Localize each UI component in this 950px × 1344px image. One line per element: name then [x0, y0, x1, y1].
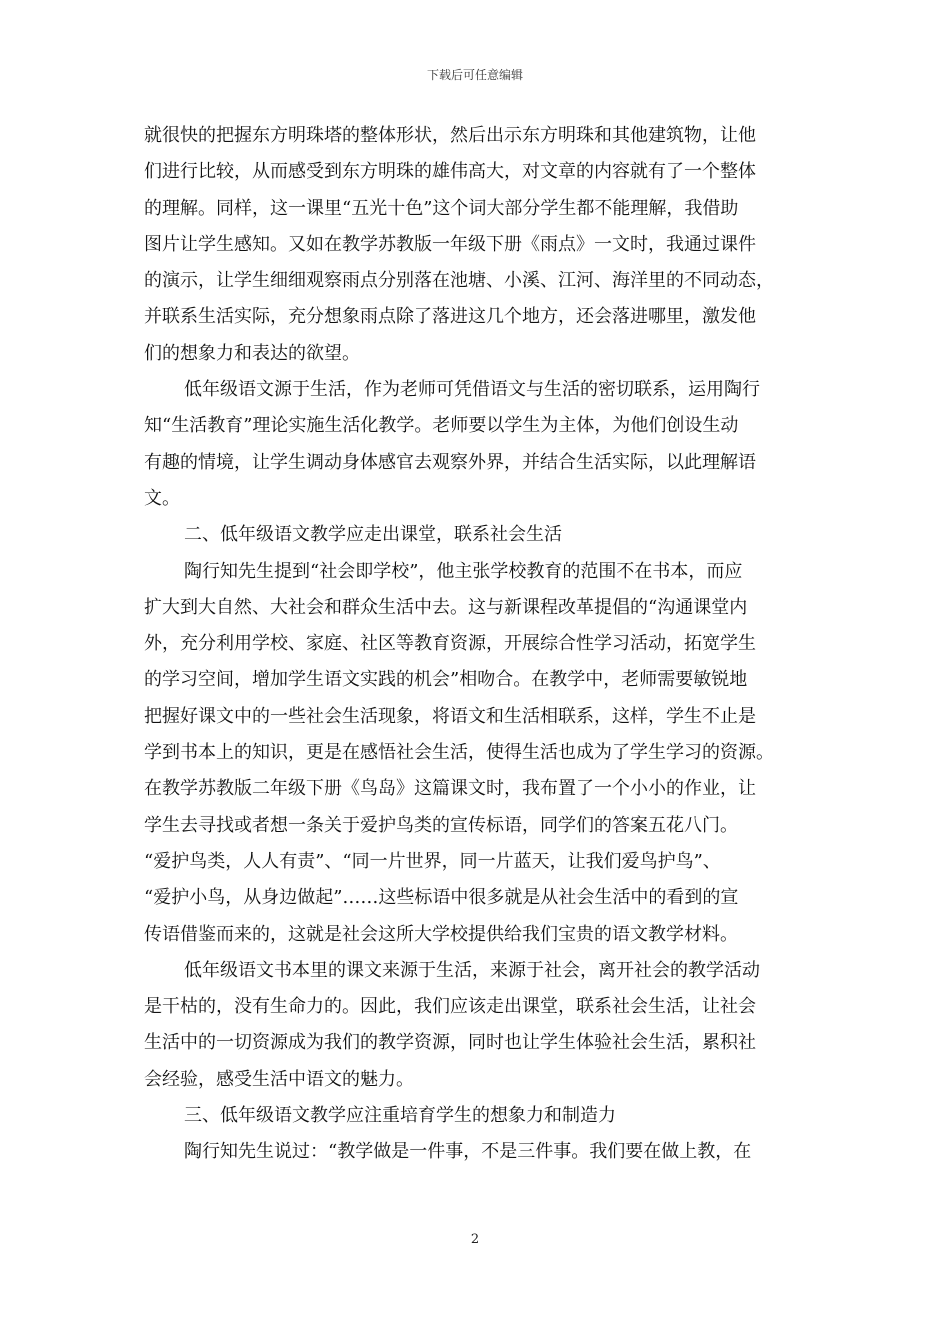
text-line: 图片让学生感知。又如在教学苏教版一年级下册《雨点》一文时，我通过课件 [144, 233, 756, 255]
text-line: 外，充分利用学校、家庭、社区等教育资源，开展综合性学习活动，拓宽学生 [144, 633, 756, 655]
text-line: 有趣的情境，让学生调动身体感官去观察外界，并结合生活实际，以此理解语 [144, 451, 756, 473]
text-line: 的演示，让学生细细观察雨点分别落在池塘、小溪、江河、海洋里的不同动态， [144, 270, 774, 292]
text-line: 学到书本上的知识，更是在感悟社会生活，使得生活也成为了学生学习的资源。 [144, 742, 774, 764]
paragraph-start-line: 低年级语文源于生活，作为老师可凭借语文与生活的密切联系，运用陶行 [184, 379, 760, 401]
page-number: 2 [470, 1232, 480, 1247]
text-line: 把握好课文中的一些社会生活现象，将语文和生活相联系，这样，学生不止是 [144, 705, 756, 727]
text-line: 的理解。同样，这一课里“五光十色”这个词大部分学生都不能理解，我借助 [144, 197, 739, 219]
section-heading: 三、低年级语文教学应注重培育学生的想象力和制造力 [184, 1105, 616, 1127]
text-line: 是干枯的，没有生命力的。因此，我们应该走出课堂，联系社会生活，让社会 [144, 996, 756, 1018]
text-line: 会经验，感受生活中语文的魅力。 [144, 1068, 414, 1090]
text-line: 们进行比较，从而感受到东方明珠的雄伟高大，对文章的内容就有了一个整体 [144, 161, 756, 183]
text-line: 学生去寻找或者想一条关于爱护鸟类的宣传标语，同学们的答案五花八门。 [144, 814, 738, 836]
text-line: 传语借鉴而来的，这就是社会这所大学校提供给我们宝贵的语文教学材料。 [144, 923, 738, 945]
text-line: 们的想象力和表达的欲望。 [144, 342, 360, 364]
text-line: 文。 [144, 487, 180, 509]
text-line: 扩大到大自然、大社会和群众生活中去。这与新课程改革提倡的“沟通课堂内 [144, 596, 748, 618]
text-line: “爱护小鸟，从身边做起”……这些标语中很多就是从社会生活中的看到的宣 [144, 887, 739, 909]
paragraph-start-line: 低年级语文书本里的课文来源于生活，来源于社会，离开社会的教学活动 [184, 959, 760, 981]
text-line: 知“生活教育”理论实施生活化教学。老师要以学生为主体，为他们创设生动 [144, 415, 739, 437]
text-line: 在教学苏教版二年级下册《鸟岛》这篇课文时，我布置了一个小小的作业，让 [144, 778, 756, 800]
text-line: 就很快的把握东方明珠塔的整体形状，然后出示东方明珠和其他建筑物，让他 [144, 125, 756, 146]
text-line: 生活中的一切资源成为我们的教学资源，同时也让学生体验社会生活，累积社 [144, 1032, 756, 1054]
text-line: “爱护鸟类，人人有责”、“同一片世界，同一片蓝天，让我们爱鸟护鸟”、 [144, 850, 721, 872]
section-heading: 二、低年级语文教学应走出课堂，联系社会生活 [184, 524, 562, 546]
paragraph-start-line: 陶行知先生提到“社会即学校”，他主张学校教育的范围不在书本，而应 [184, 560, 743, 582]
body-text [144, 118, 808, 1171]
paragraph-start-line: 陶行知先生说过：“教学做是一件事，不是三件事。我们要在做上教，在 [184, 1141, 752, 1163]
text-line: 并联系生活实际，充分想象雨点除了落进这几个地方，还会落进哪里，激发他 [144, 306, 756, 328]
text-line: 的学习空间，增加学生语文实践的机会”相吻合。在教学中，老师需要敏锐地 [144, 669, 748, 691]
page-header: 下载后可任意编辑 [426, 68, 523, 82]
